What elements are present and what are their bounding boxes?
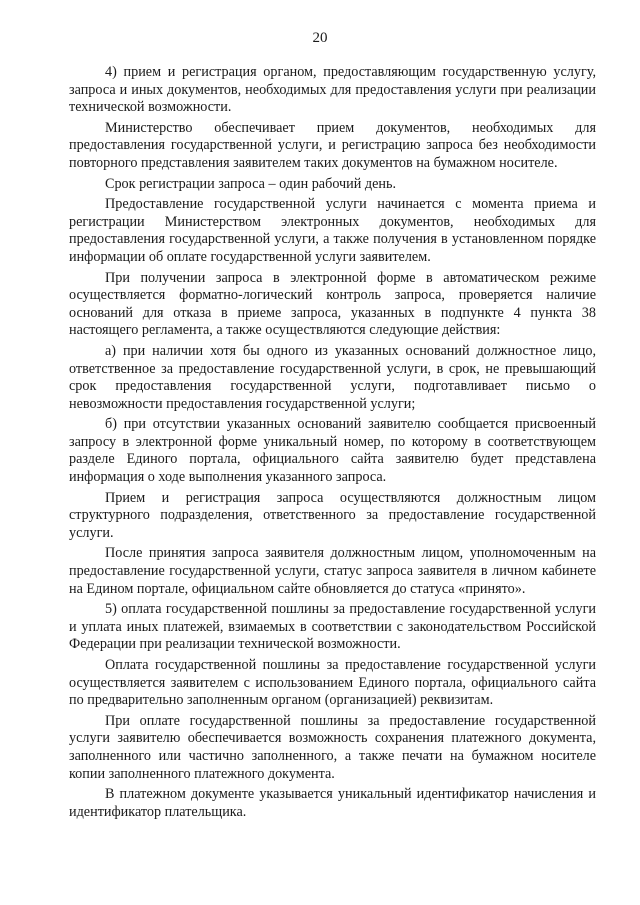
paragraph-subitem-b: б) при отсутствии указанных оснований заявителю сообщается присвоенный запросу в электронной форме уникальный номер, по которому в соответствующем разделе Единого портала, официального сайта заявителю будет представлена информация о ходе выполнения указанного запроса. — [69, 416, 596, 486]
paragraph-identifiers: В платежном документе указывается уникальный идентификатор начисления и идентификатор плательщика. — [69, 786, 596, 820]
paragraph-format-control: При получении запроса в электронной форме в автоматическом режиме осуществляется форматно-логический контроль запроса, проверяется наличие оснований для отказа в приеме запроса, указанных в подпункте 4 пункта 38 настоящего регламента, а также осуществляются следующие действия: — [69, 269, 596, 339]
paragraph-item-5: 5) оплата государственной пошлины за предоставление государственной услуги и уплата иных платежей, взимаемых в соответствии с законодательством Российской Федерации при реализации технической возможности. — [69, 601, 596, 653]
paragraph-registration-term: Срок регистрации запроса – один рабочий день. — [105, 175, 397, 192]
page-number: 20 — [312, 30, 328, 46]
paragraph-fee-payment: Оплата государственной пошлины за предоставление государственной услуги осуществляется заявителем с использованием Единого портала, официального сайта по предварительно заполненным органом (организацией) реквизитам. — [69, 657, 596, 709]
paragraph-item-4: 4) прием и регистрация органом, предоставляющим государственную услугу, запроса и иных документов, необходимых для предоставления услуги при реализации технической возможности. — [69, 64, 596, 116]
paragraph-subitem-a: а) при наличии хотя бы одного из указанных оснований должностное лицо, ответственное за предоставление государственной услуги, в срок, не превышающий срок предоставления государственной услуги, подготавливает письмо о невозможности предоставления государственной услуги; — [69, 342, 596, 412]
paragraph-ministry-acceptance: Министерство обеспечивает прием документов, необходимых для предоставления государственной услуги, и регистрацию запроса без необходимости повторного представления заявителем таких документов на бумажном носителе. — [69, 119, 596, 171]
paragraph-payment-document: При оплате государственной пошлины за предоставление государственной услуги заявителю обеспечивается возможность сохранения платежного документа, заполненного или частично заполненного, а также печати на бумажном носителе копии заполненного платежного документа. — [69, 712, 596, 782]
paragraph-status-update: После принятия запроса заявителя должностным лицом, уполномоченным на предоставление государственной услуги, статус запроса заявителя в личном кабинете на Едином портале, официальном сайте обновляется до статуса «принято». — [69, 545, 596, 597]
paragraph-service-start: Предоставление государственной услуги начинается с момента приема и регистрации Министерством электронных документов, необходимых для предоставления государственной услуги, а также получения в установленном порядке информации об оплате государственной услуги заявителем. — [69, 196, 596, 265]
document-body — [69, 64, 596, 824]
paragraph-registration-responsible: Прием и регистрация запроса осуществляются должностным лицом структурного подразделения, ответственного за предоставление государственной услуги. — [69, 489, 596, 541]
